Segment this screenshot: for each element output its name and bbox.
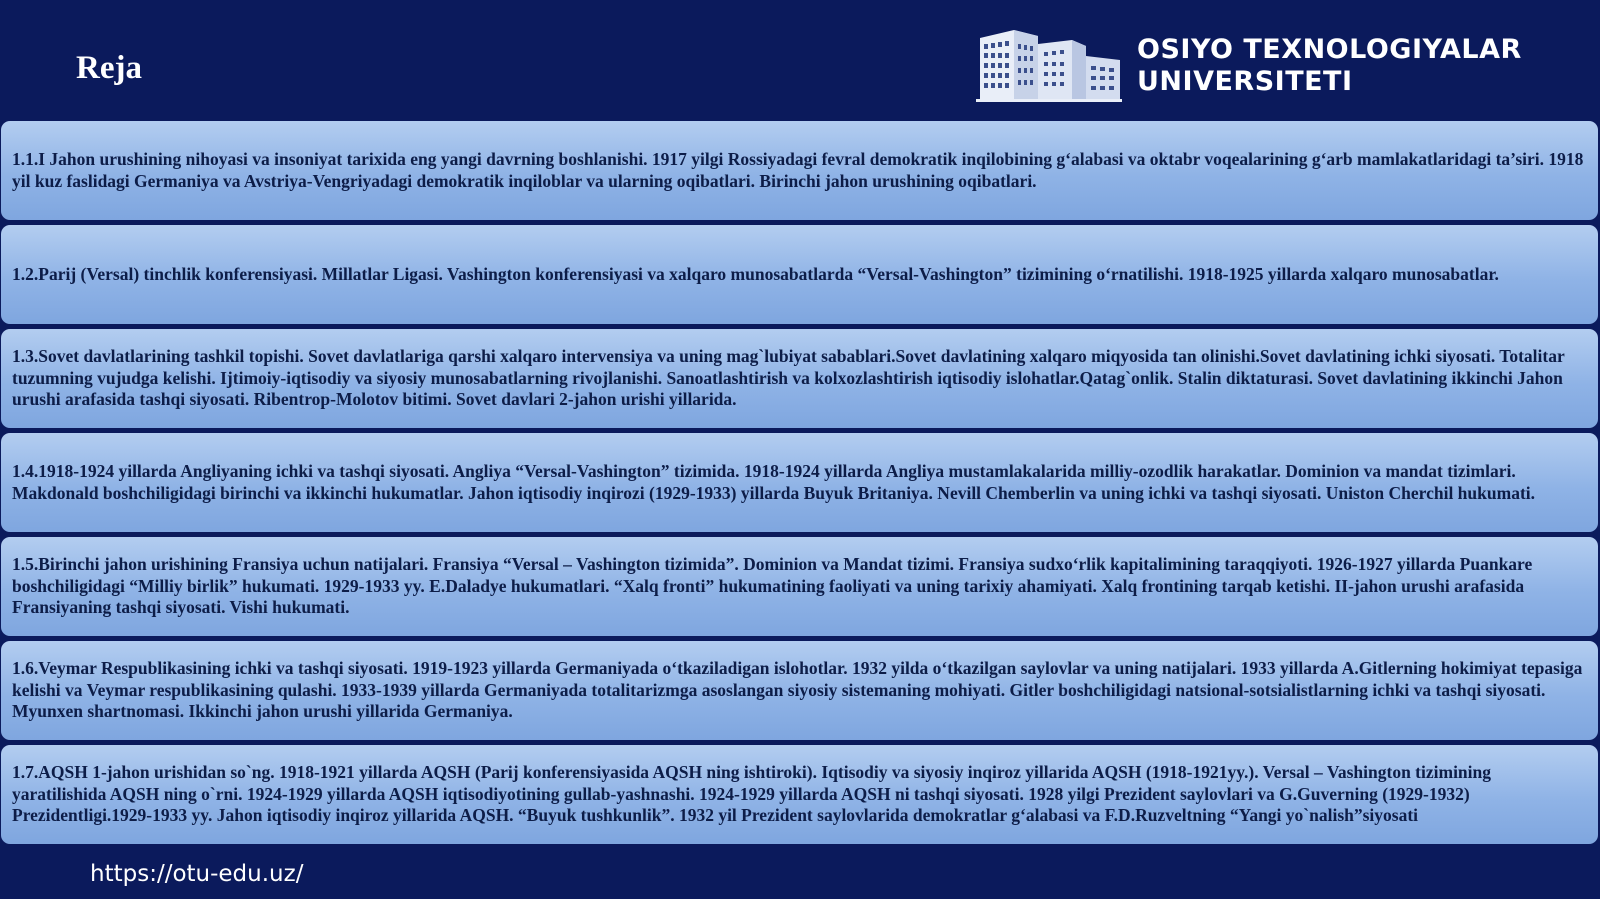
university-name-line2: UNIVERSITETI	[1137, 66, 1353, 97]
plan-item-text: 1.4.1918-1924 yillarda Angliyaning ichki va tashqi siyosati. Angliya “Versal-Vashington” tizimida. 1918-1924 yillarda Angliya mustamlakalarida milliy-ozodlik harakatlar. Dominion va mandat tizimlari. Makdonald boshchiligidagi birinchi va ikkinchi hukumatlar. Jahon iqtisodiy inqirozi (1929-1933) yillarda Buyuk Britaniya. Nevill Chemberlin va uning ichki va tashqi siyosati. Uniston Cherchil hukumati.	[12, 461, 1536, 503]
plan-item-text: 1.3.Sovet davlatlarining tashkil topishi. Sovet davlatlariga qarshi xalqaro intervensiya va uning mag`lubiyat sabablari.Sovet davlatining xalqaro miqyosida tan olinishi.Sovet davlatining ichki siyosati. Totalitar tuzumning vujudga kelishi. Ijtimoiy-iqtisodiy va siyosiy munosabatlarning rivojlanishi. Sanoatlashtirish va kolxozlashtirish iqtisodiy islohatlar.Qatag`onlik. Stalin diktaturasi. Sovet davlatining ikkinchi Jahon urushi arafasida tashqi siyosati. Ribentrop-Molotov bitimi. Sovet davlari 2-jahon urishi yillarida.	[12, 346, 1565, 410]
plan-item-1-7	[1, 745, 1598, 844]
university-name	[1137, 34, 1522, 98]
plan-item-1-2	[1, 225, 1598, 324]
slide-title: Reja	[76, 50, 142, 86]
university-building-icon	[974, 26, 1122, 102]
plan-item-1-6	[1, 641, 1598, 740]
plan-item-1-5	[1, 537, 1598, 636]
plan-item-1-4	[1, 433, 1598, 532]
plan-item-1-1	[1, 121, 1598, 220]
plan-item-text: 1.2.Parij (Versal) tinchlik konferensiyasi. Millatlar Ligasi. Vashington konferensiyasi va xalqaro munosabatlarda “Versal-Vashington” tizimining o‘rnatilishi. 1918-1925 yillarda xalqaro munosabatlar.	[12, 263, 1499, 284]
university-name-line1: OSIYO TEXNOLOGIYALAR	[1137, 34, 1522, 65]
website-url[interactable]: https://otu-edu.uz/	[90, 861, 304, 887]
plan-item-text: 1.7.AQSH 1-jahon urishidan so`ng. 1918-1921 yillarda AQSH (Parij konferensiyasida AQSH ning ishtiroki). Iqtisodiy va siyosiy inqiroz yillarida AQSH (1918-1921yy.). Versal – Vashington tizimining yaratilishida AQSH ning o`rni. 1924-1929 yillarda AQSH iqtisodiyotining gullab-yashnashi. 1924-1929 yillarda AQSH ni tashqi siyosati. 1928 yilgi Prezident saylovlari va G.Guverning (1929-1932) Prezidentligi.1929-1933 yy. Jahon iqtisodiy inqiroz yillarida AQSH. “Buyuk tushkunlik”. 1932 yil Prezident saylovlarida demokratlar g‘alabasi va F.D.Ruzveltning “Yangi yo`nalish”siyosati	[12, 762, 1492, 826]
slide-footer	[0, 855, 1600, 899]
plan-item-1-3	[1, 329, 1598, 428]
university-logo	[974, 26, 1534, 106]
slide-header	[0, 0, 1600, 122]
plan-item-text: 1.6.Veymar Respublikasining ichki va tashqi siyosati. 1919-1923 yillarda Germaniyada o‘tkaziladigan islohotlar. 1932 yilda o‘tkazilgan saylovlar va uning natijalari. 1933 yillarda A.Gitlerning hokimiyat tepasiga kelishi va Veymar respublikasining qulashi. 1933-1939 yillarda Germaniyada totalitarizmga asoslangan siyosiy sistemaning mohiyati. Gitler boshchiligidagi natsional-sotsialistlarning ichki va tashqi siyosati. Myunxen shartnomasi. Ikkinchi jahon urushi yillarida Germaniya.	[12, 658, 1583, 722]
plan-item-text: 1.5.Birinchi jahon urishining Fransiya uchun natijalari. Fransiya “Versal – Vashington tizimida”. Dominion va Mandat tizimi. Fransiya sudxo‘rlik kapitalimining taraqqiyoti. 1926-1927 yillarda Puankare boshchiligidagi “Milliy birlik” hukumati. 1929-1933 yy. E.Daladye hukumatlari. “Xalq fronti” hukumatining faoliyati va uning tarixiy ahamiyati. Xalq frontining tarqab ketishi. II-jahon urushi arafasida Fransiyaning tashqi siyosati. Vishi hukumati.	[12, 554, 1533, 618]
plan-item-text: 1.1.I Jahon urushining nihoyasi va insoniyat tarixida eng yangi davrning boshlanishi. 1917 yilgi Rossiyadagi fevral demokratik inqilobining g‘alabasi va oktabr voqealarining g‘arb mamlakatlaridagi ta’siri. 1918 yil kuz faslidagi Germaniya va Avstriya-Vengriyadagi demokratik inqiloblar va ularning oqibatlari. Birinchi jahon urushining oqibatlari.	[12, 149, 1584, 191]
